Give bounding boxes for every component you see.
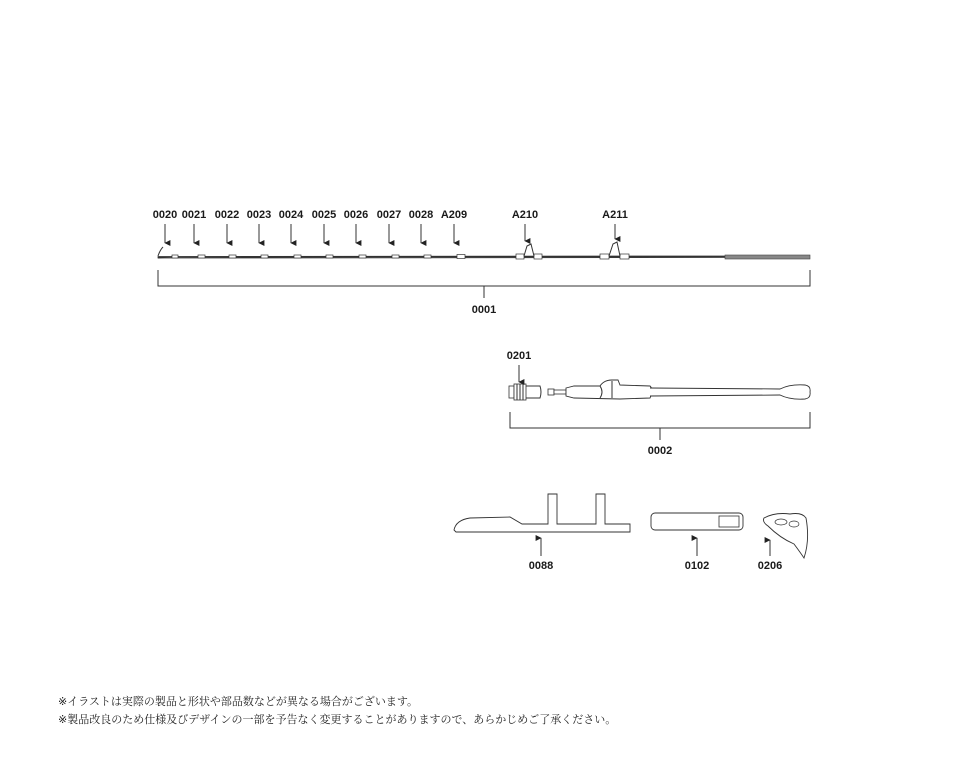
part-label-0021: 0021 <box>181 209 207 221</box>
part-label-a209: A209 <box>440 209 468 221</box>
part-label-0022: 0022 <box>214 209 240 221</box>
part-label-0023: 0023 <box>246 209 272 221</box>
handle-assembly-bracket <box>510 412 810 428</box>
rod-assembly-bracket <box>158 270 810 286</box>
part-label-0088: 0088 <box>528 560 554 572</box>
part-label-0206: 0206 <box>757 560 783 572</box>
keeper-part <box>758 514 808 573</box>
band-part <box>454 494 630 572</box>
assembly-label-0001: 0001 <box>471 304 497 316</box>
rod-label-arrows <box>165 224 615 243</box>
rod-labels <box>153 209 628 316</box>
handle-nut-shape <box>509 384 541 400</box>
part-label-0024: 0024 <box>278 209 304 221</box>
note-spec-change-disclaimer: ※製品改良のため仕様及びデザインの一部を予告なく変更することがありますので、あらかじめご了承ください。 <box>58 713 617 726</box>
part-label-0026: 0026 <box>343 209 369 221</box>
assembly-label-0002: 0002 <box>647 445 673 457</box>
part-label-a211: A211 <box>602 209 628 221</box>
part-label-0102: 0102 <box>684 560 710 572</box>
disclaimer-notes <box>58 693 616 729</box>
handle-section <box>507 350 810 457</box>
part-label-0028: 0028 <box>408 209 434 221</box>
cap-part <box>651 513 743 572</box>
handle-grip-shape <box>548 380 810 399</box>
rod-butt-section <box>725 255 810 259</box>
note-illustration-disclaimer: ※イラストは実際の製品と形状や部品数などが異なる場合がございます。 <box>58 695 419 708</box>
rod-tip-section <box>158 242 810 298</box>
part-label-0027: 0027 <box>376 209 402 221</box>
part-label-0020: 0020 <box>152 209 178 221</box>
part-label-0201: 0201 <box>506 350 532 362</box>
part-label-0025: 0025 <box>311 209 337 221</box>
part-label-a210: A210 <box>511 209 539 221</box>
